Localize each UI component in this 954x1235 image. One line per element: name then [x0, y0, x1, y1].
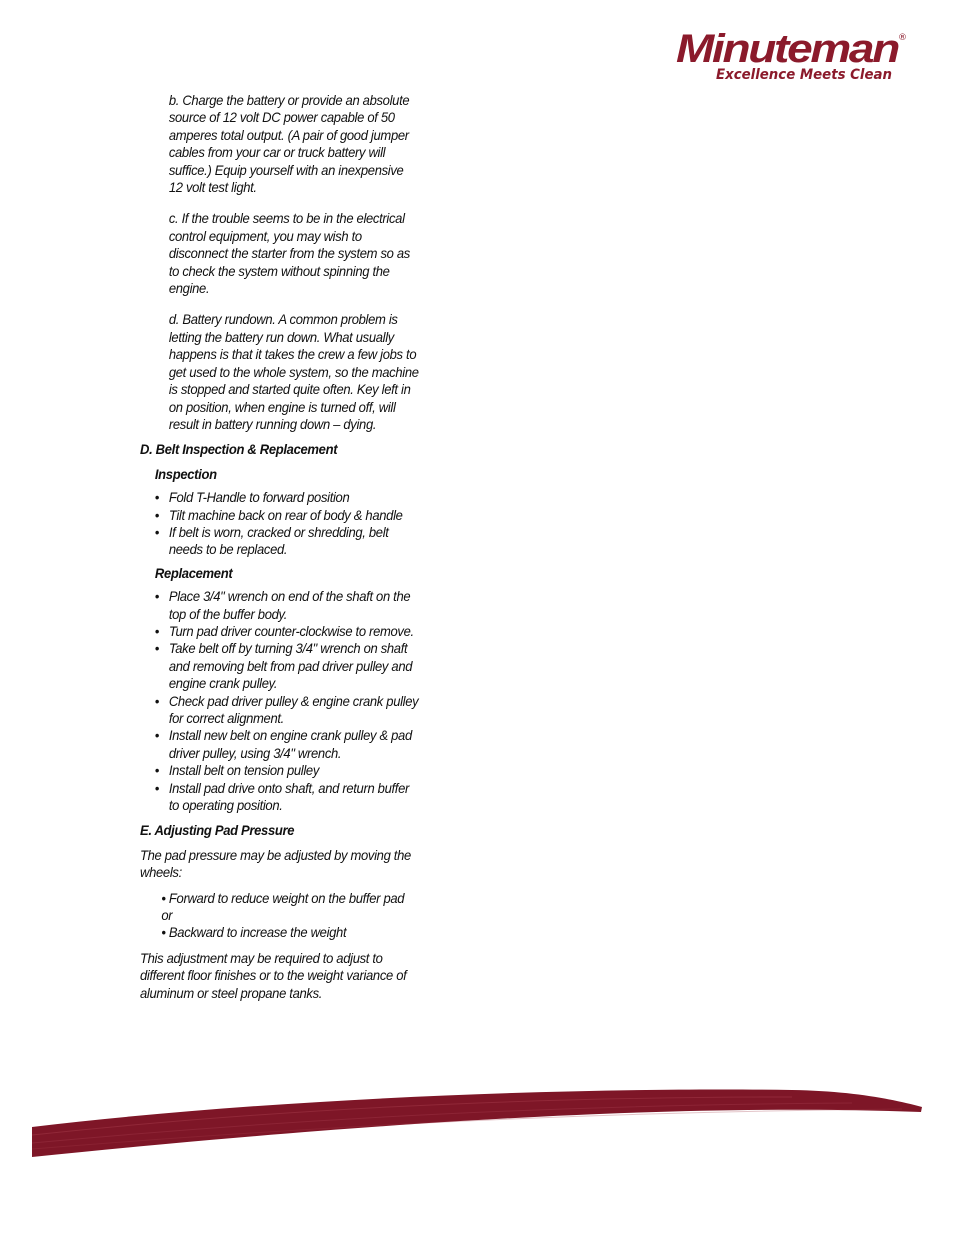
- backward-option: • Backward to increase the weight: [161, 924, 347, 941]
- list-item: • Install new belt on engine crank pulley & pad driver pulley, using 3/4" wrench.: [155, 727, 419, 762]
- minuteman-logo: [676, 28, 908, 84]
- svg-text:Minuteman: Minuteman: [676, 28, 899, 71]
- replacement-list: [155, 588, 419, 814]
- list-item: • Check pad driver pulley & engine crank pulley for correct alignment.: [155, 693, 419, 728]
- section-d-heading: D. Belt Inspection & Replacement: [140, 441, 338, 458]
- paragraph-b: b. Charge the battery or provide an absolute source of 12 volt DC power capable of 50 amperes total output. (A pair of good jumper cables from your car or truck battery will suffice.) Equip yourself with an inexpensive 12 volt test light.: [168, 92, 410, 196]
- list-item: • Install pad drive onto shaft, and return buffer to operating position.: [155, 780, 419, 815]
- manual-text-column: [140, 92, 419, 1010]
- inspection-heading: Inspection: [154, 465, 217, 482]
- paragraph-d: d. Battery rundown. A common problem is letting the battery run down. What usually happens is that it takes the crew a few jobs to get used to the whole system, so the machine is stopped and started quite often. Key left in on position, when engine is turned off, will result in battery running down – dying.: [168, 311, 419, 432]
- list-item: • Install belt on tension pulley: [155, 762, 419, 779]
- list-item: • Turn pad driver counter-clockwise to remove.: [155, 623, 419, 640]
- paragraph-c: c. If the trouble seems to be in the electrical control equipment, you may wish to disconnect the starter from the system so as to check the system without spinning the engine.: [168, 210, 410, 297]
- list-item: • Fold T-Handle to forward position: [155, 489, 419, 506]
- svg-text:Excellence Meets Clean: Excellence Meets Clean: [716, 67, 893, 83]
- wheel-options: [161, 890, 419, 942]
- list-item: • Take belt off by turning 3/4" wrench on shaft and removing belt from pad driver pulley and engine crank pulley.: [155, 640, 419, 692]
- footer-swoosh-graphic: [32, 1085, 922, 1160]
- list-item: • Place 3/4" wrench on end of the shaft on the top of the buffer body.: [155, 588, 419, 623]
- or-text: or: [161, 907, 173, 924]
- svg-text:®: ®: [898, 33, 907, 43]
- inspection-list: [155, 489, 419, 559]
- list-item: • If belt is worn, cracked or shredding, belt needs to be replaced.: [155, 524, 419, 559]
- pad-pressure-intro: The pad pressure may be adjusted by moving the wheels:: [140, 846, 411, 881]
- list-item: • Tilt machine back on rear of body & handle: [155, 507, 419, 524]
- replacement-heading: Replacement: [154, 564, 233, 581]
- forward-option: • Forward to reduce weight on the buffer pad: [161, 889, 405, 906]
- section-e-heading: E. Adjusting Pad Pressure: [140, 822, 295, 839]
- adjustment-note: This adjustment may be required to adjust to different floor finishes or to the weight variance of aluminum or steel propane tanks.: [140, 949, 407, 1001]
